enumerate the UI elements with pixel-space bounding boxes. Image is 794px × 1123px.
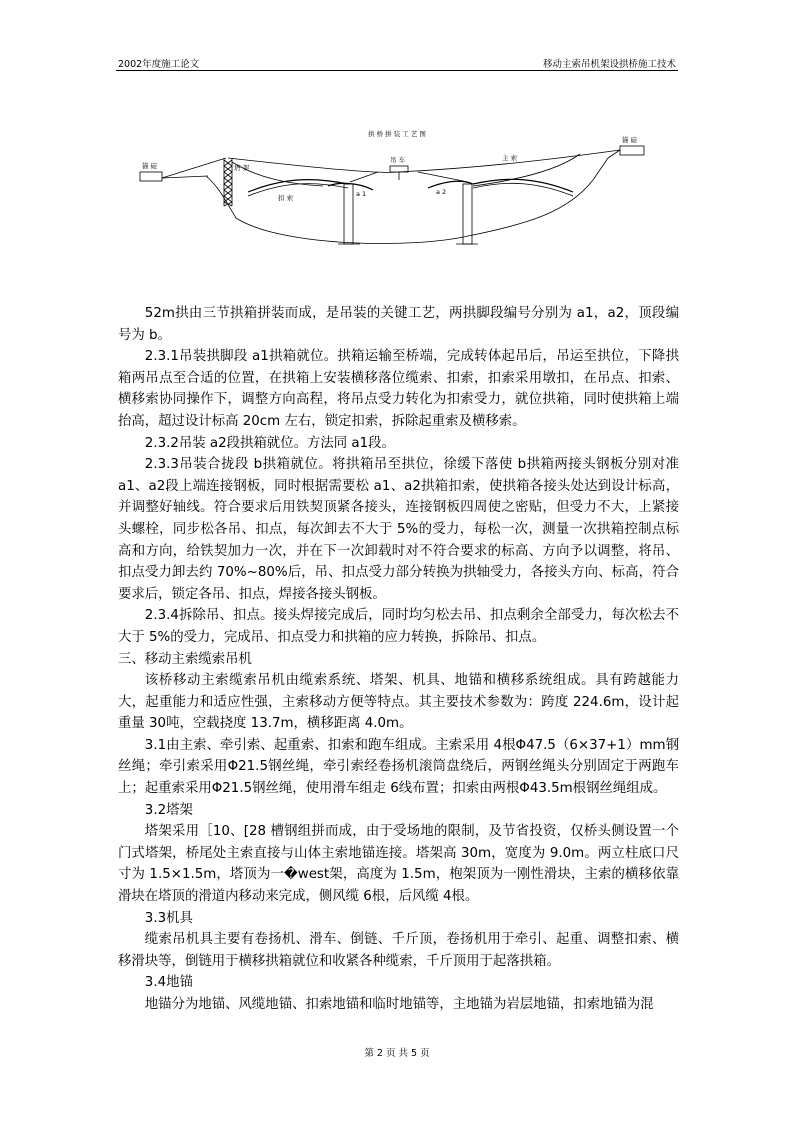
diagram-title: 拱 桥 拼 装 工 艺 图: [368, 130, 426, 138]
subsection-heading: 3.2塔架: [144, 802, 193, 818]
paragraph: 塔架采用［10、[28 槽钢组拼而成，由于受场地的限制，及节省投资，仅桥头侧设置一个门式塔架，桥尾处主索直接与山体主索地锚连接。塔架高 30m，宽度为 9.0m。两立柱底口尺寸为 1.5×1.5m，塔顶为一�west架，高度为 1.5m，枹架顶为一刚性滑块，主索的横移依靠滑块在塔顶的滑道内移动来完成，侧风缆 6根，后风缆 4根。: [118, 824, 679, 905]
subsection-heading: 3.4地锚: [144, 975, 193, 991]
valley-profile: [206, 158, 608, 243]
page-header: [118, 56, 676, 70]
bridge-erection-diagram: [118, 120, 678, 280]
paragraph: 2.3.1吊装拱脚段 a1拱箱就位。拱箱运输至桥端，完成转体起吊后，吊运至拱位，下降拱箱两吊点至合适的位置，在拱箱上安装横移落位缆索、扣索，扣索采用墩扣，在吊点、扣索、横移索协同操作下，调整方向高程，将吊点受力转化为扣索受力，就位拱箱，同时使拱箱上端抬高，超过设计标高 20cm 左右，锁定扣索，拆除起重索及横移索。: [118, 349, 679, 429]
paragraph: 2.3.3吊装合拢段 b拱箱就位。将拱箱吊至拱位，徐缓下落使 b拱箱两接头钢板分别对准 a1、a2段上端连接钢板，同时根据需要松 a1、a2拱箱扣索，使拱箱各接头处达到设计标高，并调整好轴线。符合要求后用铁契顶紧各接头，连接钢板四周使之密贴，但受力不大，上紧接头螺栓，同步松各吊、扣点，每次卸去不大于 5%的受力，每松一次，测量一次拱箱控制点标高和方向，给铁契加力一次，并在下一次卸载时对不符合要求的标高、方向予以调整，将吊、扣点受力卸去约 70%~80%后，吊、扣点受力部分转换为拱轴受力，各接头方向、标高，符合要求后，锁定各吊、扣点，焊接各接头钢板。: [118, 457, 679, 602]
main-cable-label: 主 索: [502, 154, 518, 162]
header-left-title: 2002年度施工论文: [118, 59, 200, 70]
right-arch: [428, 181, 473, 188]
body-text: [118, 303, 679, 1016]
crane-label: 吊 车: [390, 156, 406, 164]
crane-trolley: [390, 166, 408, 172]
left-anchor-label: 锚 碇: [142, 162, 158, 170]
main-cable: [228, 150, 620, 172]
segment-a1-label: a 1: [356, 190, 367, 198]
right-anchor-block: [620, 146, 644, 155]
paragraph: 缆索吊机具主要有卷扬机、滑车、倒链、千斤顶，卷扬机用于牵引、起重、调整扣索、横移滑块等，倒链用于横移拱箱就位和收紧各种缆索，千斤顶用于起落拱箱。: [118, 932, 679, 969]
back-cable-label: 扣 索: [278, 194, 294, 202]
header-right-title: 移动主索吊机架设拱桥施工技术: [542, 59, 676, 70]
section-heading: 三、移动主索缆索吊机: [118, 651, 252, 667]
left-anchor-block: [140, 172, 162, 181]
paragraph: 3.1由主索、牵引索、起重索、扣索和跑车组成。主索采用 4根Φ47.5（6×37+1）mm钢丝绳；牵引索采用Φ21.5钢丝绳，牵引索经卷扬机滚筒盘绕后，两钢丝绳头分别固定于两跑车上；起重索采用Φ21.5钢丝绳，使用滑车组走 6线布置；扣索由两根Φ43.5m根钢丝绳组成。: [118, 737, 679, 797]
subsection-heading: 3.3机具: [144, 910, 193, 926]
tower-label: 塔 架: [234, 164, 250, 172]
paragraph: 该桥移动主索缆索吊机由缆索系统、塔架、机具、地锚和横移系统组成。具有跨越能力大，起重能力和适应性强，主索移动方便等特点。其主要技术参数为：跨度 224.6m，设计起重量 30吨，空载挠度 13.7m，横移距离 4.0m。: [118, 673, 679, 732]
paragraph: 2.3.2吊装 a2段拱箱就位。方法同 a1段。: [144, 435, 395, 451]
paragraph: 地锚分为地锚、风缆地锚、扣索地锚和临时地锚等，主地锚为岩层地锚，扣索地锚为混: [144, 997, 654, 1012]
page-number: 第 2 页 共 5 页: [364, 1048, 430, 1059]
left-pier: [344, 184, 353, 244]
tower-lattice: [224, 158, 232, 206]
segment-a2-label: a 2: [436, 188, 447, 196]
diagram-svg: [118, 120, 678, 280]
right-pier: [463, 184, 472, 244]
header-rule: [116, 70, 678, 71]
right-anchor-label: 锚 碇: [622, 136, 638, 144]
paragraph: 2.3.4拆除吊、扣点。接头焊接完成后，同时均匀松去吊、扣点剩余全部受力，每次松去不大于 5%的受力，完成吊、扣点受力和拱箱的应力转换，拆除吊、扣点。: [118, 608, 679, 645]
paragraph: 52m拱由三节拱箱拼装而成，是吊装的关键工艺，两拱脚段编号分别为 a1，a2，顶段编号为 b。: [118, 306, 679, 343]
